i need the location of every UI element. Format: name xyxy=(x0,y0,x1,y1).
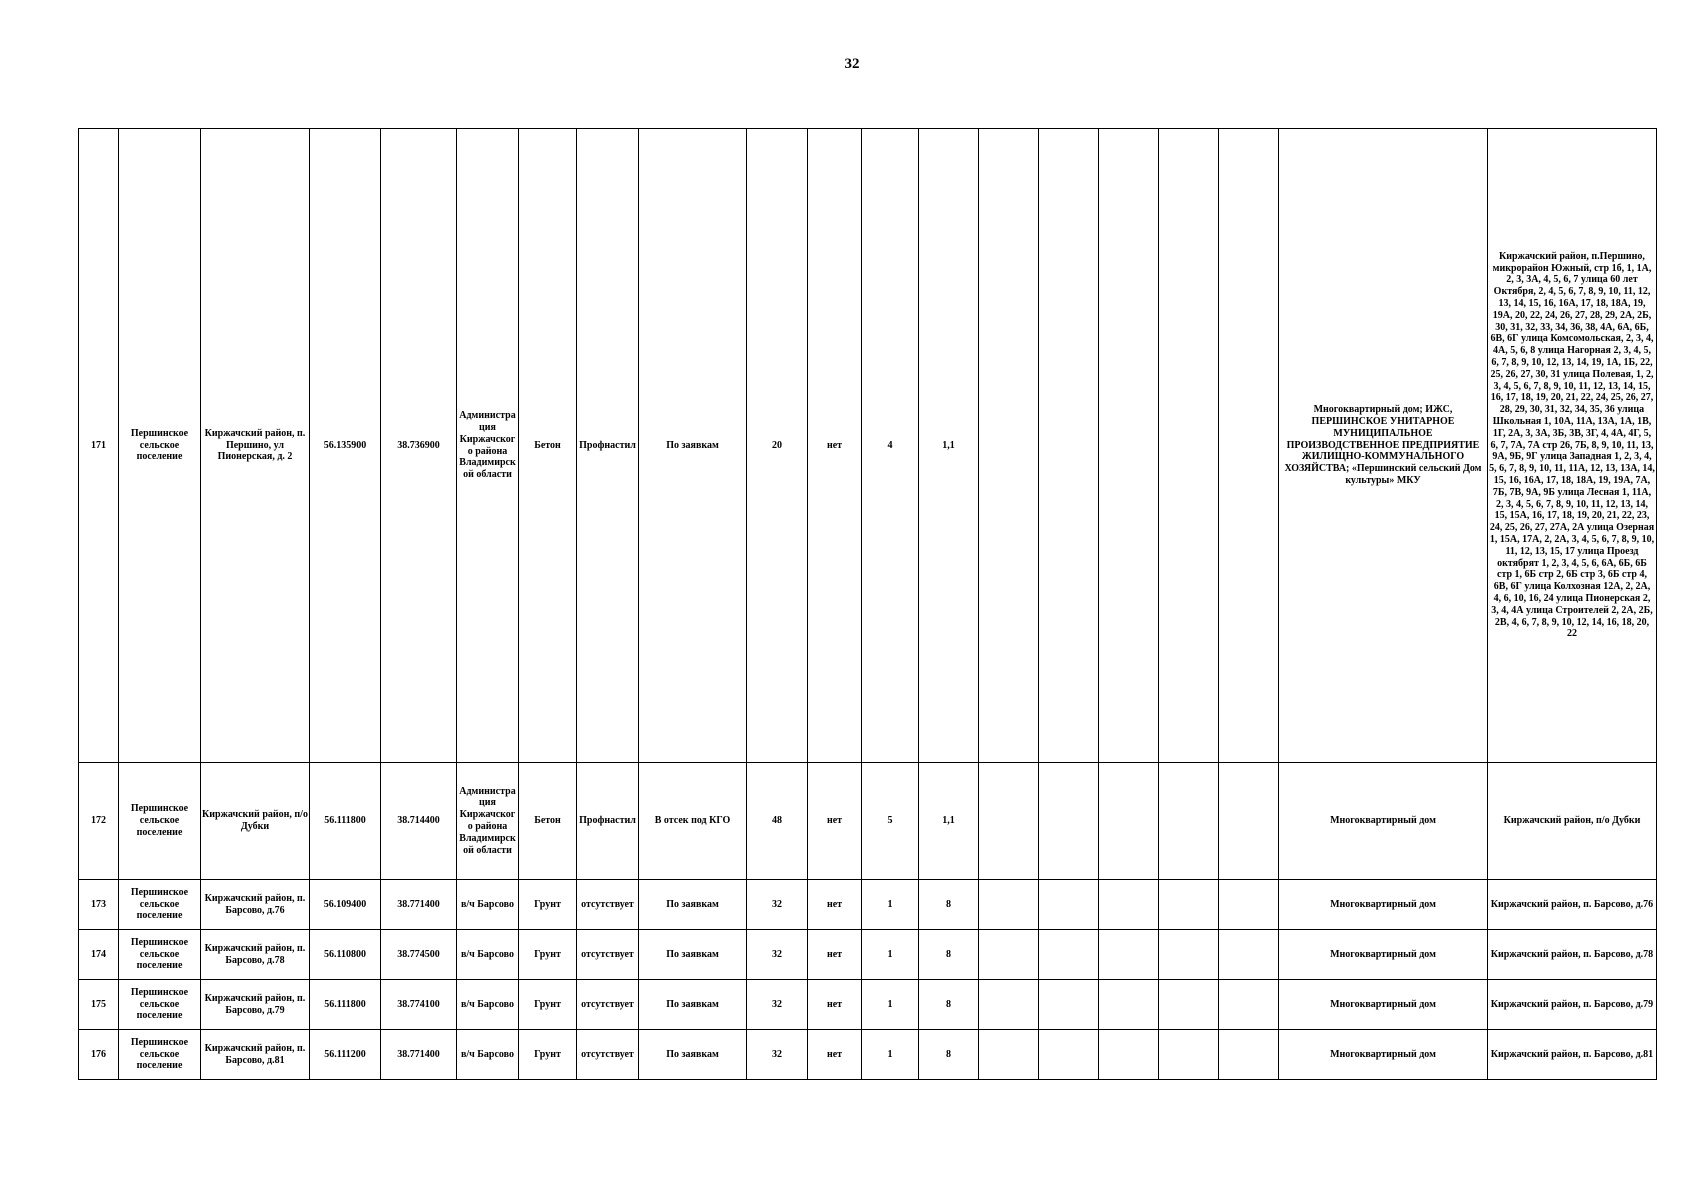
latitude-cell: 56.111800 xyxy=(310,980,381,1030)
longitude-cell: 38.736900 xyxy=(381,129,457,763)
fence-cell: Профнастил xyxy=(577,129,639,763)
owner-cell: в/ч Барсово xyxy=(457,880,519,930)
surface-cell: Грунт xyxy=(519,930,577,980)
empty-cell xyxy=(1099,930,1159,980)
address-cell: Киржачский район, п. Барсово, д.76 xyxy=(201,880,310,930)
empty-cell xyxy=(1219,763,1279,880)
latitude-cell: 56.111800 xyxy=(310,763,381,880)
table-row xyxy=(79,1030,1657,1080)
canopy-cell: нет xyxy=(808,930,862,980)
settlement-cell: Першинское сельское поселение xyxy=(119,930,201,980)
container-volume-cell: 8 xyxy=(919,930,979,980)
table-row xyxy=(79,930,1657,980)
table-row xyxy=(79,980,1657,1030)
empty-cell xyxy=(1099,880,1159,930)
empty-cell xyxy=(979,930,1039,980)
container-volume-cell: 1,1 xyxy=(919,763,979,880)
owner-cell: Администрация Киржачского района Владимирской области xyxy=(457,763,519,880)
latitude-cell: 56.109400 xyxy=(310,880,381,930)
waste-site-registry-table xyxy=(78,128,1657,1080)
canopy-cell: нет xyxy=(808,880,862,930)
area-cell: 32 xyxy=(747,880,808,930)
longitude-cell: 38.771400 xyxy=(381,880,457,930)
empty-cell xyxy=(1159,1030,1219,1080)
empty-cell xyxy=(1099,980,1159,1030)
settlement-cell: Першинское сельское поселение xyxy=(119,980,201,1030)
address-cell: Киржачский район, п. Барсово, д.81 xyxy=(201,1030,310,1080)
table-row xyxy=(79,763,1657,880)
container-volume-cell: 1,1 xyxy=(919,129,979,763)
surface-cell: Грунт xyxy=(519,880,577,930)
surface-cell: Грунт xyxy=(519,980,577,1030)
empty-cell xyxy=(1159,129,1219,763)
surface-cell: Грунт xyxy=(519,1030,577,1080)
settlement-cell: Першинское сельское поселение xyxy=(119,129,201,763)
longitude-cell: 38.714400 xyxy=(381,763,457,880)
containers-count-cell: 1 xyxy=(862,1030,919,1080)
row-number: 172 xyxy=(79,763,119,880)
container-volume-cell: 8 xyxy=(919,880,979,930)
canopy-cell: нет xyxy=(808,129,862,763)
empty-cell xyxy=(1219,129,1279,763)
source-addresses-cell: Киржачский район, п. Барсово, д.76 xyxy=(1488,880,1657,930)
containers-count-cell: 1 xyxy=(862,980,919,1030)
source-addresses-cell: Киржачский район, п.Першино, микрорайон Южный, стр 1б, 1, 1А, 2, 3, 3А, 4, 5, 6, 7 улица 60 лет Октября, 2, 4, 5, 6, 7, 8, 9, 10, 11, 12, 13, 14, 15, 16, 16А, 17, 18, 18А, 19, 19А, 20, 22, 24, 26, 27, 28, 29, 2А, 2Б, 30, 31, 32, 33, 34, 36, 38, 4А, 6А, 6Б, 6В, 6Г улица Комсомольская, 2, 3, 4, 4А, 5, 6, 8 улица Нагорная 2, 3, 4, 5, 6, 7, 8, 9, 10, 12, 13, 14, 19, 1А, 1Б, 22, 25, 26, 27, 30, 31 улица Полевая, 1, 2, 3, 4, 5, 6, 7, 8, 9, 10, 11, 12, 13, 14, 15, 16, 17, 18, 19, 20, 21, 22, 24, 25, 26, 27, 28, 29, 30, 31, 32, 34, 35, 36 улица Школьная 1, 10А, 11А, 13А, 1А, 1В, 1Г, 2А, 3, 3А, 3Б, 3В, 3Г, 4, 4А, 4Г, 5, 6, 7, 7А, 7А стр 26, 7Б, 8, 9, 10, 11, 13, 9А, 9Б, 9Г улица Западная 1, 2, 3, 4, 5, 6, 7, 8, 9, 10, 11, 11А, 12, 13, 13А, 14, 15, 16, 16А, 17, 18, 18А, 19, 19А, 7А, 7Б, 7В, 9А, 9Б улица Лесная 1, 11А, 2, 3, 4, 5, 6, 7, 8, 9, 10, 11, 12, 13, 14, 15, 15А, 16, 17, 18, 19, 20, 21, 22, 23, 24, 25, 26, 27, 27А, 2А улица Озерная 1, 15А, 17А, 2, 2А, 3, 4, 5, 6, 7, 8, 9, 10, 11, 12, 13, 15, 17 улица Проезд октябрят 1, 2, 3, 4, 5, 6, 6А, 6Б, 6Б стр 1, 6Б стр 2, 6Б стр 3, 6Б стр 4, 6В, 6Г улица Колхозная 12А, 2, 2А, 4, 6, 10, 16, 24 улица Пионерская 2, 3, 4, 4А улица Строителей 2, 2А, 2Б, 2В, 4, 6, 7, 8, 9, 10, 12, 14, 16, 18, 20, 22 xyxy=(1488,129,1657,763)
container-volume-cell: 8 xyxy=(919,1030,979,1080)
page-number: 32 xyxy=(844,56,860,72)
empty-cell xyxy=(1099,1030,1159,1080)
fence-cell: отсутствует xyxy=(577,1030,639,1080)
surface-cell: Бетон xyxy=(519,763,577,880)
settlement-cell: Першинское сельское поселение xyxy=(119,880,201,930)
container-volume-cell: 8 xyxy=(919,980,979,1030)
empty-cell xyxy=(1159,980,1219,1030)
empty-cell xyxy=(1039,930,1099,980)
address-cell: Киржачский район, п. Барсово, д.79 xyxy=(201,980,310,1030)
export-mode-cell: По заявкам xyxy=(639,980,747,1030)
empty-cell xyxy=(1099,763,1159,880)
empty-cell xyxy=(1039,763,1099,880)
export-mode-cell: По заявкам xyxy=(639,1030,747,1080)
row-number: 175 xyxy=(79,980,119,1030)
empty-cell xyxy=(1159,880,1219,930)
surface-cell: Бетон xyxy=(519,129,577,763)
source-addresses-cell: Киржачский район, п. Барсово, д.78 xyxy=(1488,930,1657,980)
latitude-cell: 56.111200 xyxy=(310,1030,381,1080)
owner-cell: в/ч Барсово xyxy=(457,930,519,980)
area-cell: 48 xyxy=(747,763,808,880)
area-cell: 32 xyxy=(747,1030,808,1080)
export-mode-cell: В отсек под КГО xyxy=(639,763,747,880)
source-addresses-cell: Киржачский район, п. Барсово, д.79 xyxy=(1488,980,1657,1030)
owner-cell: Администрация Киржачского района Владимирской области xyxy=(457,129,519,763)
row-number: 174 xyxy=(79,930,119,980)
source-organization-cell: Многоквартирный дом xyxy=(1279,1030,1488,1080)
source-organization-cell: Многоквартирный дом xyxy=(1279,980,1488,1030)
area-cell: 20 xyxy=(747,129,808,763)
canopy-cell: нет xyxy=(808,763,862,880)
empty-cell xyxy=(979,1030,1039,1080)
empty-cell xyxy=(1039,880,1099,930)
canopy-cell: нет xyxy=(808,980,862,1030)
longitude-cell: 38.771400 xyxy=(381,1030,457,1080)
table-row xyxy=(79,880,1657,930)
empty-cell xyxy=(1039,980,1099,1030)
empty-cell xyxy=(1099,129,1159,763)
settlement-cell: Першинское сельское поселение xyxy=(119,1030,201,1080)
empty-cell xyxy=(1219,980,1279,1030)
empty-cell xyxy=(979,980,1039,1030)
empty-cell xyxy=(979,763,1039,880)
empty-cell xyxy=(1159,930,1219,980)
row-number: 173 xyxy=(79,880,119,930)
empty-cell xyxy=(1039,129,1099,763)
longitude-cell: 38.774100 xyxy=(381,980,457,1030)
settlement-cell: Першинское сельское поселение xyxy=(119,763,201,880)
export-mode-cell: По заявкам xyxy=(639,129,747,763)
latitude-cell: 56.135900 xyxy=(310,129,381,763)
area-cell: 32 xyxy=(747,980,808,1030)
source-organization-cell: Многоквартирный дом xyxy=(1279,880,1488,930)
address-cell: Киржачский район, п. Першино, ул Пионерская, д. 2 xyxy=(201,129,310,763)
source-addresses-cell: Киржачский район, п/о Дубки xyxy=(1488,763,1657,880)
containers-count-cell: 1 xyxy=(862,930,919,980)
address-cell: Киржачский район, п. Барсово, д.78 xyxy=(201,930,310,980)
export-mode-cell: По заявкам xyxy=(639,880,747,930)
empty-cell xyxy=(1219,1030,1279,1080)
export-mode-cell: По заявкам xyxy=(639,930,747,980)
owner-cell: в/ч Барсово xyxy=(457,1030,519,1080)
row-number: 171 xyxy=(79,129,119,763)
row-number: 176 xyxy=(79,1030,119,1080)
source-organization-cell: Многоквартирный дом xyxy=(1279,930,1488,980)
containers-count-cell: 1 xyxy=(862,880,919,930)
empty-cell xyxy=(1039,1030,1099,1080)
canopy-cell: нет xyxy=(808,1030,862,1080)
owner-cell: в/ч Барсово xyxy=(457,980,519,1030)
source-addresses-cell: Киржачский район, п. Барсово, д.81 xyxy=(1488,1030,1657,1080)
longitude-cell: 38.774500 xyxy=(381,930,457,980)
empty-cell xyxy=(1219,880,1279,930)
empty-cell xyxy=(979,129,1039,763)
fence-cell: отсутствует xyxy=(577,980,639,1030)
fence-cell: отсутствует xyxy=(577,930,639,980)
table-row xyxy=(79,129,1657,763)
empty-cell xyxy=(1159,763,1219,880)
latitude-cell: 56.110800 xyxy=(310,930,381,980)
address-cell: Киржачский район, п/о Дубки xyxy=(201,763,310,880)
fence-cell: Профнастил xyxy=(577,763,639,880)
empty-cell xyxy=(979,880,1039,930)
containers-count-cell: 5 xyxy=(862,763,919,880)
empty-cell xyxy=(1219,930,1279,980)
containers-count-cell: 4 xyxy=(862,129,919,763)
source-organization-cell: Многоквартирный дом xyxy=(1279,763,1488,880)
area-cell: 32 xyxy=(747,930,808,980)
fence-cell: отсутствует xyxy=(577,880,639,930)
source-organization-cell: Многоквартирный дом; ИЖС, ПЕРШИНСКОЕ УНИТАРНОЕ МУНИЦИПАЛЬНОЕ ПРОИЗВОДСТВЕННОЕ ПРЕДПРИЯТИЕ ЖИЛИЩНО-КОММУНАЛЬНОГО ХОЗЯЙСТВА; «Першинский сельский Дом культуры» МКУ xyxy=(1279,129,1488,763)
